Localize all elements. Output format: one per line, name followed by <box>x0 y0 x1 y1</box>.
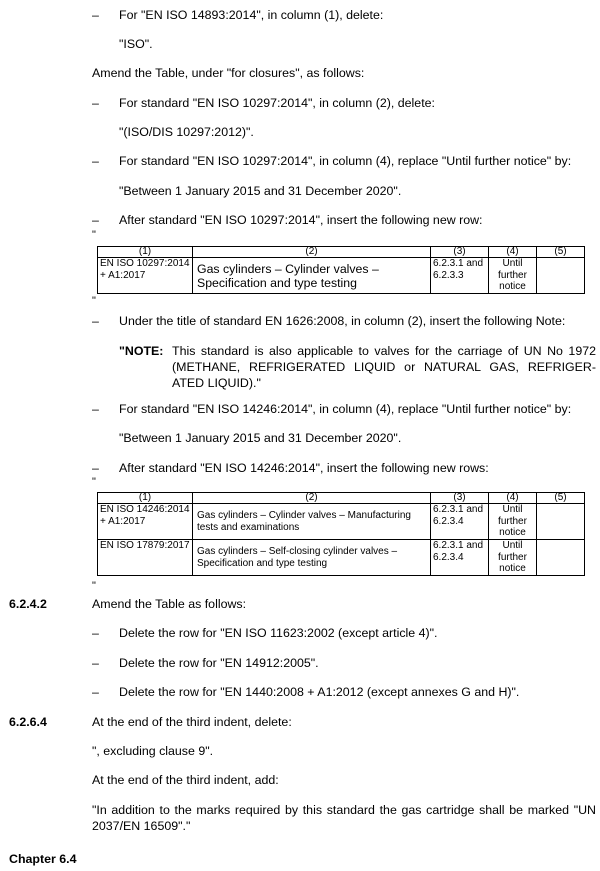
indent-dash: – <box>92 685 99 699</box>
note-label: "NOTE: <box>119 344 164 358</box>
instruction-text: For standard "EN ISO 14246:2014", in column (4), replace "Until further notice" by: <box>119 402 572 416</box>
title-cell: Gas cylinders – Self-closing cylinder valves – Specification and type testing <box>193 540 431 576</box>
column-header: (1) <box>98 493 193 504</box>
applicability-cell: Until further notice <box>489 504 537 540</box>
instruction-text: Under the title of standard EN 1626:2008, in column (2), insert the following Note: <box>119 314 566 328</box>
instruction-text: Delete the row for "EN ISO 11623:2002 (except article 4)". <box>119 626 438 640</box>
instruction-text: Amend the Table, under "for closures", as follows: <box>92 66 365 80</box>
requirements-cell: 6.2.3.1 and 6.2.3.3 <box>431 258 489 294</box>
quoted-text: "(ISO/DIS 10297:2012)". <box>119 125 254 139</box>
column-header: (4) <box>489 493 537 504</box>
authority-cell <box>537 258 585 294</box>
indent-dash: – <box>92 402 99 416</box>
table-row <box>98 540 585 576</box>
column-header: (5) <box>537 247 585 258</box>
indent-dash: – <box>92 314 99 328</box>
table-row <box>98 258 585 294</box>
instruction-text: Amend the Table as follows: <box>92 597 247 611</box>
instruction-text: At the end of the third indent, delete: <box>92 715 292 729</box>
column-header: (5) <box>537 493 585 504</box>
standard-reference-cell: EN ISO 14246:2014 + A1:2017 <box>98 504 193 540</box>
requirements-cell: 6.2.3.1 and 6.2.3.4 <box>431 540 489 576</box>
indent-dash: – <box>92 656 99 670</box>
open-quote: " <box>92 476 96 488</box>
quoted-text: "ISO". <box>119 37 153 51</box>
quoted-text: "In addition to the marks required by this standard the gas cartridge shall be marked "UN 2037/EN 16509"." <box>92 803 596 833</box>
quoted-text: "Between 1 January 2015 and 31 December 2020". <box>119 431 402 445</box>
column-header: (4) <box>489 247 537 258</box>
chapter-heading: Chapter 6.4 <box>9 852 77 866</box>
instruction-text: Delete the row for "EN 14912:2005". <box>119 656 319 670</box>
indent-dash: – <box>92 213 99 227</box>
open-quote: " <box>92 229 96 241</box>
new-rows-table-2 <box>97 492 585 576</box>
column-header: (2) <box>193 247 431 258</box>
new-row-table-1 <box>97 246 585 294</box>
section-number: 6.2.6.4 <box>9 715 47 729</box>
instruction-text: For standard "EN ISO 10297:2014", in column (4), replace "Until further notice" by: <box>119 154 572 168</box>
applicability-cell: Until further notice <box>489 540 537 576</box>
indent-dash: – <box>92 154 99 168</box>
column-header: (3) <box>431 493 489 504</box>
column-header: (3) <box>431 247 489 258</box>
instruction-text: After standard "EN ISO 10297:2014", insert the following new row: <box>119 213 483 227</box>
instruction-text: At the end of the third indent, add: <box>92 773 279 787</box>
note-text: This standard is also applicable to valves for the carriage of UN No 1972 (METHANE, REFRIGERATED LIQUID or NATURAL GAS, REFRIGER- ATED LIQUID)." <box>172 344 596 390</box>
table-row <box>98 504 585 540</box>
title-cell: Gas cylinders – Cylinder valves – Specification and type testing <box>193 258 431 294</box>
title-cell: Gas cylinders – Cylinder valves – Manufacturing tests and examinations <box>193 504 431 540</box>
indent-dash: – <box>92 8 99 22</box>
indent-dash: – <box>92 96 99 110</box>
close-quote: " <box>92 580 96 592</box>
authority-cell <box>537 504 585 540</box>
applicability-cell: Until further notice <box>489 258 537 294</box>
standard-reference-cell: EN ISO 17879:2017 <box>98 540 193 576</box>
column-header: (1) <box>98 247 193 258</box>
requirements-cell: 6.2.3.1 and 6.2.3.4 <box>431 504 489 540</box>
quoted-text: ", excluding clause 9". <box>92 744 214 758</box>
instruction-text: For standard "EN ISO 10297:2014", in column (2), delete: <box>119 96 435 110</box>
authority-cell <box>537 540 585 576</box>
standard-reference-cell: EN ISO 10297:2014 + A1:2017 <box>98 258 193 294</box>
instruction-text: After standard "EN ISO 14246:2014", insert the following new rows: <box>119 461 489 475</box>
indent-dash: – <box>92 626 99 640</box>
instruction-text: For "EN ISO 14893:2014", in column (1), delete: <box>119 8 384 22</box>
section-number: 6.2.4.2 <box>9 597 47 611</box>
table-header-row <box>98 493 585 504</box>
instruction-text: Delete the row for "EN 1440:2008 + A1:2012 (except annexes G and H)". <box>119 685 520 699</box>
column-header: (2) <box>193 493 431 504</box>
close-quote: " <box>92 295 96 307</box>
indent-dash: – <box>92 461 99 475</box>
quoted-text: "Between 1 January 2015 and 31 December 2020". <box>119 184 402 198</box>
table-header-row <box>98 247 585 258</box>
